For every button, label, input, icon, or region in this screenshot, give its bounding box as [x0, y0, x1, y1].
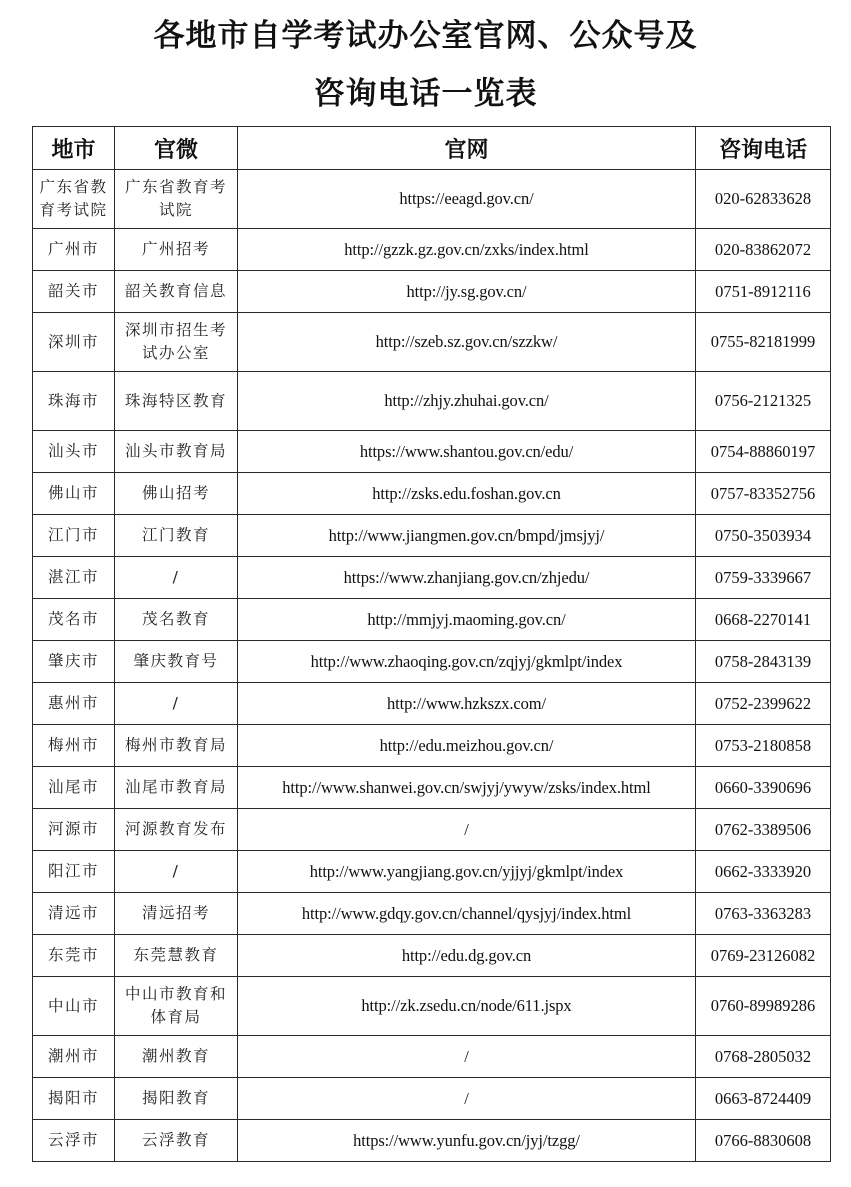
table-row — [33, 683, 831, 725]
website-cell: / — [238, 809, 696, 851]
phone-cell: 0756-2121325 — [696, 372, 831, 431]
city-cell: 阳江市 — [33, 851, 115, 893]
wechat-cell: 东莞慧教育 — [115, 935, 238, 977]
city-cell: 佛山市 — [33, 473, 115, 515]
phone-cell: 0769-23126082 — [696, 935, 831, 977]
phone-cell: 0760-89989286 — [696, 977, 831, 1036]
city-cell: 清远市 — [33, 893, 115, 935]
wechat-cell: 清远招考 — [115, 893, 238, 935]
city-cell: 茂名市 — [33, 599, 115, 641]
phone-cell: 0663-8724409 — [696, 1078, 831, 1120]
city-cell: 珠海市 — [33, 372, 115, 431]
city-cell: 汕尾市 — [33, 767, 115, 809]
phone-cell: 0752-2399622 — [696, 683, 831, 725]
website-link[interactable]: http://www.zhaoqing.gov.cn/zqjyj/gkmlpt/index — [238, 641, 696, 683]
website-cell: / — [238, 1078, 696, 1120]
city-cell: 江门市 — [33, 515, 115, 557]
city-cell: 云浮市 — [33, 1120, 115, 1162]
wechat-cell: 江门教育 — [115, 515, 238, 557]
city-cell: 揭阳市 — [33, 1078, 115, 1120]
phone-cell: 0763-3363283 — [696, 893, 831, 935]
website-link[interactable]: http://zhjy.zhuhai.gov.cn/ — [238, 372, 696, 431]
phone-cell: 0755-82181999 — [696, 313, 831, 372]
website-cell: / — [238, 1036, 696, 1078]
header-wechat: 官微 — [115, 127, 238, 170]
website-link[interactable]: http://www.hzkszx.com/ — [238, 683, 696, 725]
wechat-cell: 潮州教育 — [115, 1036, 238, 1078]
table-row — [33, 641, 831, 683]
wechat-cell: / — [115, 683, 238, 725]
phone-cell: 0660-3390696 — [696, 767, 831, 809]
city-cell: 广州市 — [33, 229, 115, 271]
website-link[interactable]: https://eeagd.gov.cn/ — [238, 170, 696, 229]
table-row — [33, 1120, 831, 1162]
table-row — [33, 313, 831, 372]
table-row — [33, 271, 831, 313]
table-row — [33, 851, 831, 893]
wechat-cell: / — [115, 851, 238, 893]
wechat-cell: 珠海特区教育 — [115, 372, 238, 431]
header-city: 地市 — [33, 127, 115, 170]
table-row — [33, 599, 831, 641]
wechat-cell: 茂名教育 — [115, 599, 238, 641]
city-cell: 深圳市 — [33, 313, 115, 372]
table-row — [33, 809, 831, 851]
city-cell: 河源市 — [33, 809, 115, 851]
city-cell: 韶关市 — [33, 271, 115, 313]
phone-cell: 0758-2843139 — [696, 641, 831, 683]
table-row — [33, 372, 831, 431]
phone-cell: 020-83862072 — [696, 229, 831, 271]
table-row — [33, 1078, 831, 1120]
wechat-cell: / — [115, 557, 238, 599]
wechat-cell: 汕尾市教育局 — [115, 767, 238, 809]
phone-cell: 0662-3333920 — [696, 851, 831, 893]
website-link[interactable]: https://www.shantou.gov.cn/edu/ — [238, 431, 696, 473]
table-row — [33, 431, 831, 473]
city-cell: 东莞市 — [33, 935, 115, 977]
wechat-cell: 梅州市教育局 — [115, 725, 238, 767]
website-link[interactable]: http://szeb.sz.gov.cn/szzkw/ — [238, 313, 696, 372]
website-link[interactable]: http://edu.dg.gov.cn — [238, 935, 696, 977]
website-link[interactable]: http://mmjyj.maoming.gov.cn/ — [238, 599, 696, 641]
website-link[interactable]: http://www.shanwei.gov.cn/swjyj/ywyw/zsks/index.html — [238, 767, 696, 809]
phone-cell: 0757-83352756 — [696, 473, 831, 515]
website-link[interactable]: http://gzzk.gz.gov.cn/zxks/index.html — [238, 229, 696, 271]
wechat-cell: 揭阳教育 — [115, 1078, 238, 1120]
wechat-cell: 汕头市教育局 — [115, 431, 238, 473]
wechat-cell: 韶关教育信息 — [115, 271, 238, 313]
wechat-cell: 广东省教育考试院 — [115, 170, 238, 229]
city-cell: 中山市 — [33, 977, 115, 1036]
table-row — [33, 767, 831, 809]
table-row — [33, 725, 831, 767]
table-row — [33, 473, 831, 515]
table-row — [33, 1036, 831, 1078]
phone-cell: 0750-3503934 — [696, 515, 831, 557]
phone-cell: 0759-3339667 — [696, 557, 831, 599]
wechat-cell: 中山市教育和体育局 — [115, 977, 238, 1036]
website-link[interactable]: http://zk.zsedu.cn/node/611.jspx — [238, 977, 696, 1036]
wechat-cell: 广州招考 — [115, 229, 238, 271]
table-row — [33, 170, 831, 229]
page-subtitle: 咨询电话一览表 — [313, 76, 538, 112]
table-row — [33, 229, 831, 271]
website-link[interactable]: http://zsks.edu.foshan.gov.cn — [238, 473, 696, 515]
table-header-row — [33, 127, 831, 170]
wechat-cell: 云浮教育 — [115, 1120, 238, 1162]
city-cell: 惠州市 — [33, 683, 115, 725]
website-link[interactable]: https://www.zhanjiang.gov.cn/zhjedu/ — [238, 557, 696, 599]
contact-table — [32, 126, 831, 1162]
phone-cell: 0754-88860197 — [696, 431, 831, 473]
table-row — [33, 893, 831, 935]
phone-cell: 0751-8912116 — [696, 271, 831, 313]
page-title: 各地市自学考试办公室官网、公众号及 — [153, 18, 698, 54]
phone-cell: 0766-8830608 — [696, 1120, 831, 1162]
city-cell: 潮州市 — [33, 1036, 115, 1078]
table-row — [33, 515, 831, 557]
phone-cell: 0762-3389506 — [696, 809, 831, 851]
phone-cell: 0753-2180858 — [696, 725, 831, 767]
table-row — [33, 977, 831, 1036]
website-link[interactable]: http://jy.sg.gov.cn/ — [238, 271, 696, 313]
city-cell: 肇庆市 — [33, 641, 115, 683]
city-cell: 广东省教育考试院 — [33, 170, 115, 229]
table-row — [33, 935, 831, 977]
wechat-cell: 肇庆教育号 — [115, 641, 238, 683]
city-cell: 湛江市 — [33, 557, 115, 599]
wechat-cell: 佛山招考 — [115, 473, 238, 515]
phone-cell: 020-62833628 — [696, 170, 831, 229]
phone-cell: 0768-2805032 — [696, 1036, 831, 1078]
city-cell: 梅州市 — [33, 725, 115, 767]
table-row — [33, 557, 831, 599]
wechat-cell: 深圳市招生考试办公室 — [115, 313, 238, 372]
city-cell: 汕头市 — [33, 431, 115, 473]
website-link[interactable]: http://www.gdqy.gov.cn/channel/qysjyj/index.html — [238, 893, 696, 935]
header-phone: 咨询电话 — [696, 127, 831, 170]
phone-cell: 0668-2270141 — [696, 599, 831, 641]
wechat-cell: 河源教育发布 — [115, 809, 238, 851]
header-website: 官网 — [238, 127, 696, 170]
website-link[interactable]: http://edu.meizhou.gov.cn/ — [238, 725, 696, 767]
website-link[interactable]: https://www.yunfu.gov.cn/jyj/tzgg/ — [238, 1120, 696, 1162]
website-link[interactable]: http://www.yangjiang.gov.cn/yjjyj/gkmlpt/index — [238, 851, 696, 893]
website-link[interactable]: http://www.jiangmen.gov.cn/bmpd/jmsjyj/ — [238, 515, 696, 557]
